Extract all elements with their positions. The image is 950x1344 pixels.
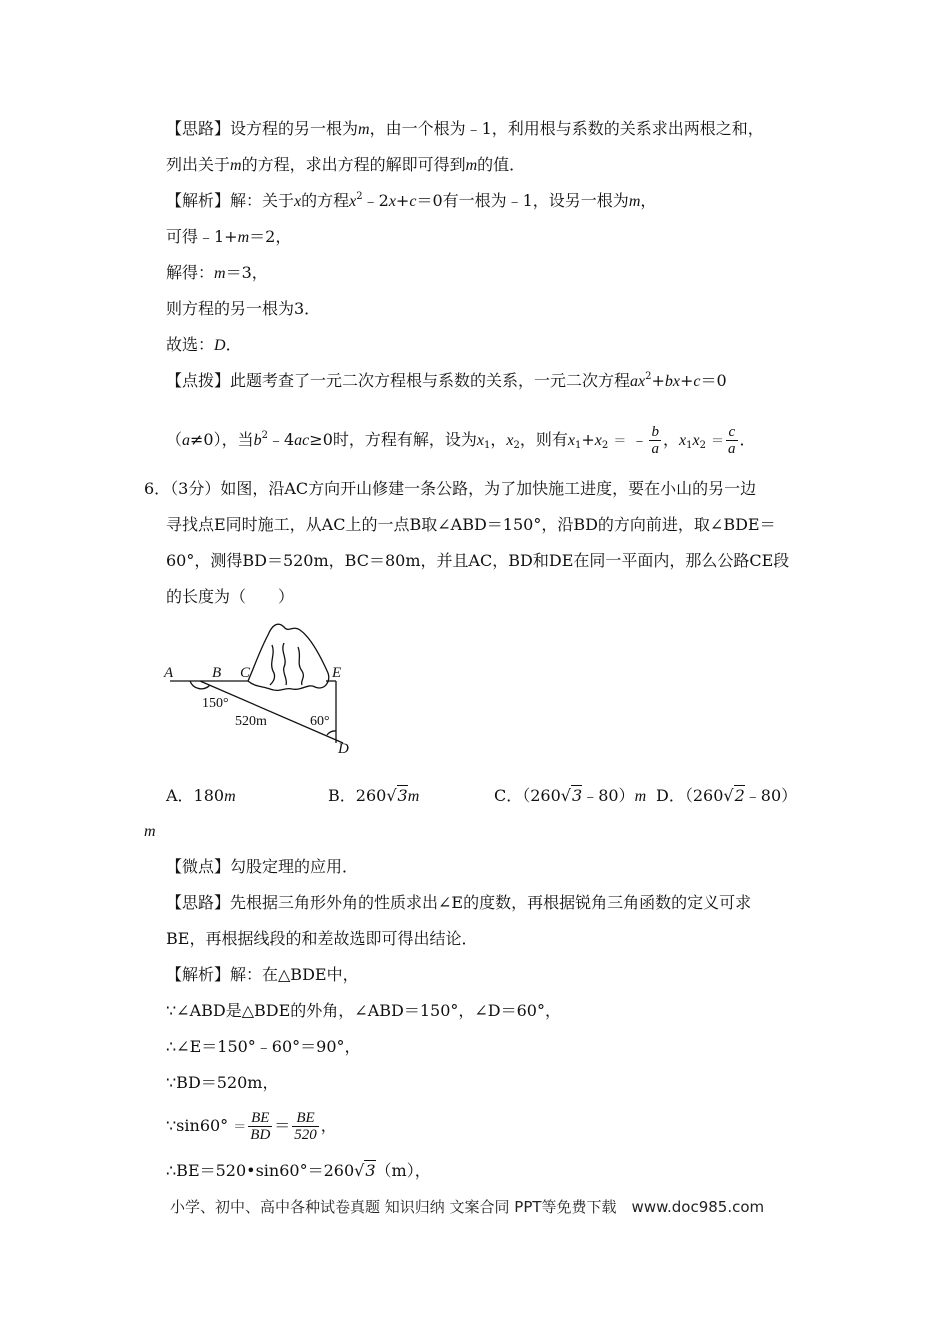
option-a: A．180m (166, 786, 236, 805)
label-e: E (332, 665, 342, 681)
solution-step-1: ∵∠ABD是△BDE的外角，∠ABD＝150°，∠D＝60°， (166, 1001, 561, 1020)
label-angle-60: 60° (310, 714, 330, 729)
question-6-line-2: 寻找点E同时施工，从AC上的一点B取∠ABD＝150°，沿BD的方向前进，取∠BDE＝ (166, 515, 776, 534)
option-d-unit: m (144, 823, 156, 840)
mountain-outline (248, 624, 329, 690)
step-3: 则方程的另一根为3． (166, 299, 321, 318)
mountain-ridge-3 (298, 647, 303, 685)
label-a: A (164, 665, 174, 681)
mountain-road-figure (160, 615, 360, 760)
solution-point: 【微点】勾股定理的应用． (166, 857, 359, 876)
option-b: B．260√3m (328, 786, 420, 805)
tip-line-1: 【点拨】此题考查了一元二次方程根与系数的关系，一元二次方程$ax^2+bx+c=0$ (166, 371, 727, 390)
option-d: D．（260√2﹣80） (656, 786, 798, 805)
angle-arc-d (327, 731, 336, 735)
question-6-line-4: 的长度为（ ） (166, 587, 295, 606)
step-1: 可得﹣1+m＝2， (166, 227, 292, 246)
label-angle-150: 150° (202, 696, 229, 711)
mountain-ridge-1 (270, 645, 275, 685)
thinking-line-2: 列出关于m的方程，求出方程的解即可得到m的值． (166, 155, 526, 174)
thinking-line-1: 【思路】设方程的另一根为m，由一个根为﹣1，利用根与系数的关系求出两根之和， (166, 119, 764, 138)
analysis-line: 【解析】解：关于x的方程$x^2﹣2x+c=0$有一根为﹣1，设另一根为m， (166, 191, 657, 210)
solution-step-4: ∵sin60° ＝ $\frac{BE}{BD}$ ＝ $\frac{BE}{520}$ ， (166, 1110, 337, 1143)
solution-analysis: 【解析】解：在△BDE中， (166, 965, 359, 984)
solution-step-3: ∵BD＝520m， (166, 1073, 279, 1092)
label-b: B (212, 665, 222, 681)
option-c: C．（260√3﹣80）m (494, 786, 647, 805)
question-6-line-3: 60°，测得BD＝520m，BC＝80m，并且AC，BD和DE在同一平面内，那么公路CE段 (166, 551, 790, 570)
choose-answer: 故选：D． (166, 335, 242, 354)
segment-bd (200, 681, 343, 743)
question-6-line-1: 6．（3分）如图，沿AC方向开山修建一条公路，为了加快施工进度，要在小山的另一边 (144, 479, 757, 498)
solution-thinking-1: 【思路】先根据三角形外角的性质求出∠E的度数，再根据锐角三角函数的定义可求 (166, 893, 752, 912)
solution-step-5: ∴BE＝520•sin60°＝260√3（m）， (166, 1161, 431, 1180)
solution-thinking-2: BE，再根据线段的和差故选即可得出结论． (166, 929, 478, 948)
page-footer: 小学、初中、高中各种试卷真题 知识归纳 文案合同 PPT等免费下载 www.doc985.com (170, 1198, 765, 1216)
label-d: D (338, 741, 349, 757)
angle-arc-b (190, 681, 210, 689)
label-c: C (240, 665, 251, 681)
tip-line-2: （a≠0），当$b^2﹣4ac\ge 0$时，方程有解，设为$x_1$，$x_2$，则有$x_1+x_2$ ＝ ﹣ $\frac{b}{a}$ ，$x_1x_2$ ＝ $\frac{c}{a}$ ． (166, 424, 756, 457)
solution-step-2: ∴∠E＝150°﹣60°＝90°， (166, 1037, 361, 1056)
label-length-520: 520m (235, 714, 267, 729)
step-2: 解得：m＝3， (166, 263, 268, 282)
mountain-ridge-2 (283, 643, 287, 685)
